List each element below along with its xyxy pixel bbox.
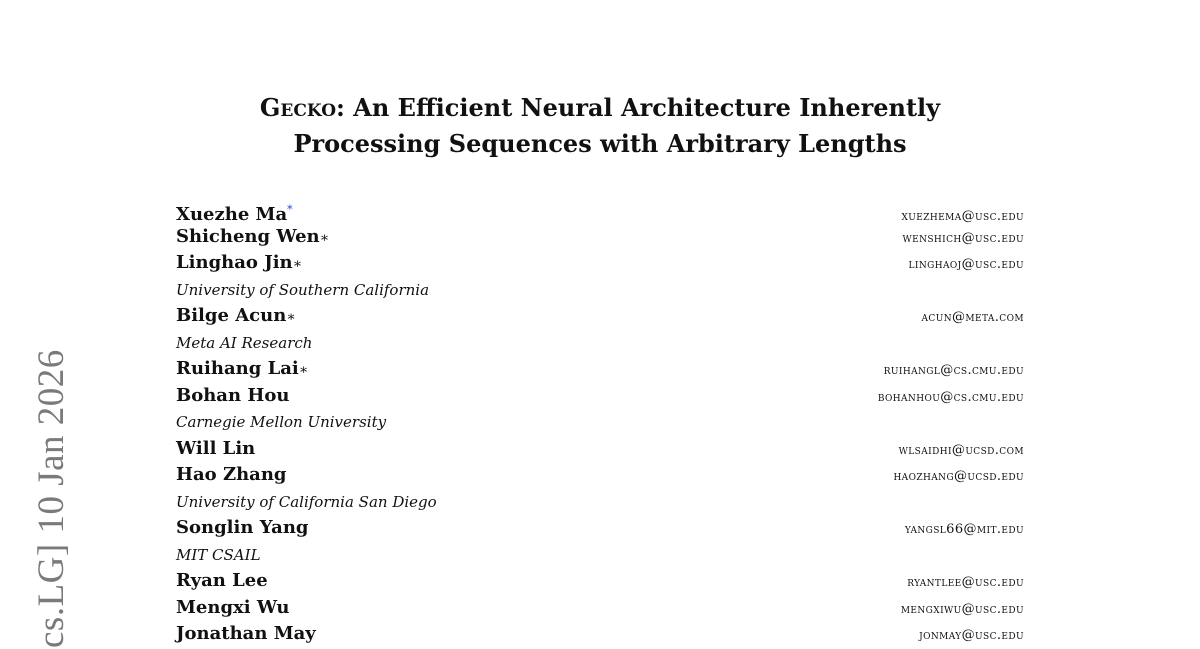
affiliation: University of California San Diego: [176, 492, 437, 511]
author-name-wrap: [176, 303, 296, 330]
affiliation: University of Southern California: [176, 280, 430, 299]
author-email: linghaoj@usc.edu: [908, 257, 1024, 272]
equal-contribution-mark: ∗: [286, 309, 296, 325]
equal-contribution-mark: ∗: [319, 229, 330, 246]
author-email: yangsl66@mit.edu: [904, 522, 1024, 537]
affiliation: Carnegie Mellon University: [176, 413, 387, 431]
affiliation-row: [176, 409, 1024, 436]
affiliation: Meta AI Research: [176, 333, 313, 352]
paper-title: [0, 90, 1200, 162]
equal-contribution-mark: ∗: [298, 362, 309, 378]
author-name-wrap: [176, 568, 268, 594]
author-email: wenshich@usc.edu: [902, 230, 1024, 246]
author-email: ryantlee@usc.edu: [907, 575, 1024, 590]
author-name: Will Lin: [176, 437, 256, 459]
affiliation: MIT CSAIL: [176, 545, 261, 564]
author-name-wrap: [176, 515, 309, 541]
author-row: [176, 356, 1024, 383]
author-name-wrap: [176, 436, 255, 462]
title-model-name: Gecko: [259, 93, 337, 122]
author-row: [176, 568, 1024, 595]
author-name: Ruihang Lai: [176, 358, 299, 379]
author-name: Hao Zhang: [176, 464, 287, 485]
author-name: Linghao Jin: [176, 252, 293, 273]
author-name: Ryan Lee: [176, 570, 268, 591]
author-email: acun@meta.com: [921, 310, 1024, 325]
author-name-wrap: [176, 462, 287, 488]
author-row: [176, 303, 1024, 330]
author-name: Bilge Acun: [176, 305, 287, 326]
author-name: Mengxi Wu: [176, 596, 290, 618]
author-row: [176, 383, 1024, 410]
author-row: [176, 224, 1024, 251]
title-line-2: Processing Sequences with Arbitrary Lengths: [293, 129, 907, 158]
affiliation-row: [176, 277, 1024, 304]
author-name-wrap: [176, 356, 308, 383]
author-email: xuezhema@usc.edu: [901, 209, 1024, 224]
author-row: [176, 462, 1024, 489]
title-line-1: [0, 90, 1200, 126]
author-name-wrap: [176, 595, 289, 621]
arxiv-side-stamp: cs.LG] 10 Jan 2026: [31, 349, 72, 648]
author-name-wrap: [176, 224, 329, 251]
author-email: haozhang@ucsd.edu: [893, 469, 1024, 484]
author-email: jonmay@usc.edu: [919, 628, 1024, 643]
affiliation-row: [176, 542, 1024, 569]
author-name-wrap: [176, 621, 316, 647]
author-name-wrap: [176, 250, 302, 277]
author-name: Shicheng Wen: [176, 225, 320, 247]
author-row: [176, 515, 1024, 542]
author-list: [176, 197, 1024, 648]
author-name: Songlin Yang: [176, 517, 309, 538]
author-email: mengxiwu@usc.edu: [900, 601, 1024, 617]
author-email: ruihangl@cs.cmu.edu: [883, 363, 1024, 378]
author-name-wrap: [176, 383, 289, 409]
author-name: Xuezhe Ma: [176, 204, 288, 225]
author-email: bohanhou@cs.cmu.edu: [877, 389, 1024, 405]
affiliation-row: [176, 330, 1024, 357]
author-row: [176, 197, 1024, 224]
author-row: [176, 436, 1024, 463]
affiliation-row: [176, 489, 1024, 516]
author-name: Bohan Hou: [176, 384, 290, 406]
author-row: [176, 595, 1024, 622]
equal-contribution-mark: ∗: [292, 256, 303, 272]
author-row: [176, 621, 1024, 648]
author-row: [176, 250, 1024, 277]
title-line-1-rest: : An Efficient Neural Architecture Inherently: [336, 93, 941, 122]
author-name: Jonathan May: [176, 623, 316, 644]
equal-contribution-mark[interactable]: *: [287, 203, 293, 216]
author-email: wlsaidhi@ucsd.com: [898, 442, 1024, 458]
